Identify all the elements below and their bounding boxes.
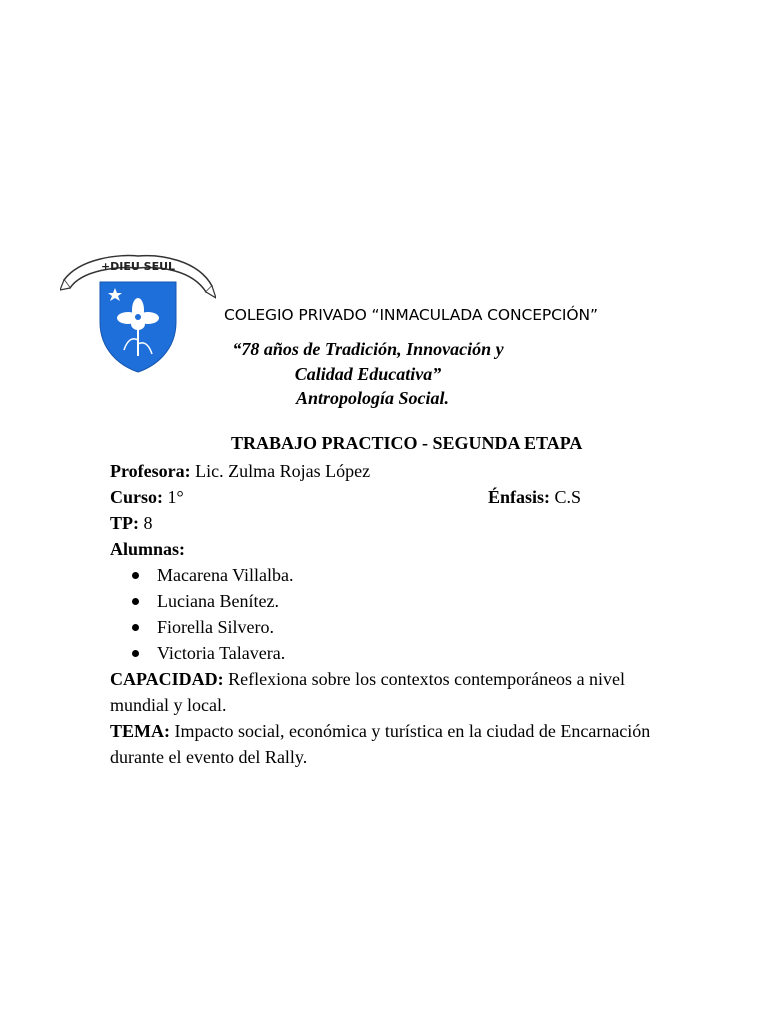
alumnas-line bbox=[110, 536, 670, 562]
tp-label: TP: bbox=[110, 513, 139, 533]
student-list bbox=[110, 562, 670, 666]
student-name: Luciana Benítez. bbox=[157, 591, 279, 611]
student-name: Victoria Talavera. bbox=[157, 643, 286, 663]
school-logo bbox=[60, 252, 216, 374]
curso-label: Curso: bbox=[110, 487, 163, 507]
capacidad-paragraph bbox=[110, 666, 670, 718]
list-item bbox=[110, 588, 670, 614]
bullet-icon bbox=[132, 650, 139, 657]
student-name: Macarena Villalba. bbox=[157, 565, 294, 585]
document-title: TRABAJO PRACTICO - SEGUNDA ETAPA bbox=[231, 433, 583, 453]
tema-label: TEMA: bbox=[110, 721, 170, 741]
list-item bbox=[110, 562, 670, 588]
student-name: Fiorella Silvero. bbox=[157, 617, 274, 637]
enfasis-field bbox=[488, 484, 581, 510]
tp-value: 8 bbox=[143, 513, 153, 533]
list-item bbox=[110, 614, 670, 640]
list-item bbox=[110, 640, 670, 666]
enfasis-value: C.S bbox=[554, 487, 582, 507]
bullet-icon bbox=[132, 572, 139, 579]
school-name: COLEGIO PRIVADO “INMACULADA CONCEPCIÓN” bbox=[224, 306, 598, 324]
capacidad-text: Reflexiona sobre los contextos contemporáneos a nivel mundial y local. bbox=[110, 669, 626, 715]
logo-motto: +DIEU SEUL bbox=[100, 260, 176, 273]
bullet-icon bbox=[132, 624, 139, 631]
capacidad-label: CAPACIDAD: bbox=[110, 669, 224, 689]
tp-line bbox=[110, 510, 670, 536]
tema-text: Impacto social, económica y turística en la ciudad de Encarnación durante el evento del Rally. bbox=[110, 721, 651, 767]
curso-line bbox=[110, 484, 670, 510]
school-motto: “78 años de Tradición, Innovación y Calidad Educativa” bbox=[232, 339, 504, 384]
profesora-line bbox=[110, 458, 670, 484]
enfasis-label: Énfasis: bbox=[488, 487, 551, 507]
tema-paragraph bbox=[110, 718, 670, 770]
curso-value: 1° bbox=[167, 487, 184, 507]
document-body bbox=[110, 458, 670, 770]
school-shield-lily-icon bbox=[60, 252, 216, 374]
subject-title: Antropología Social. bbox=[296, 388, 450, 408]
profesora-label: Profesora: bbox=[110, 461, 191, 481]
profesora-value: Lic. Zulma Rojas López bbox=[195, 461, 371, 481]
bullet-icon bbox=[132, 598, 139, 605]
alumnas-label: Alumnas: bbox=[110, 539, 186, 559]
